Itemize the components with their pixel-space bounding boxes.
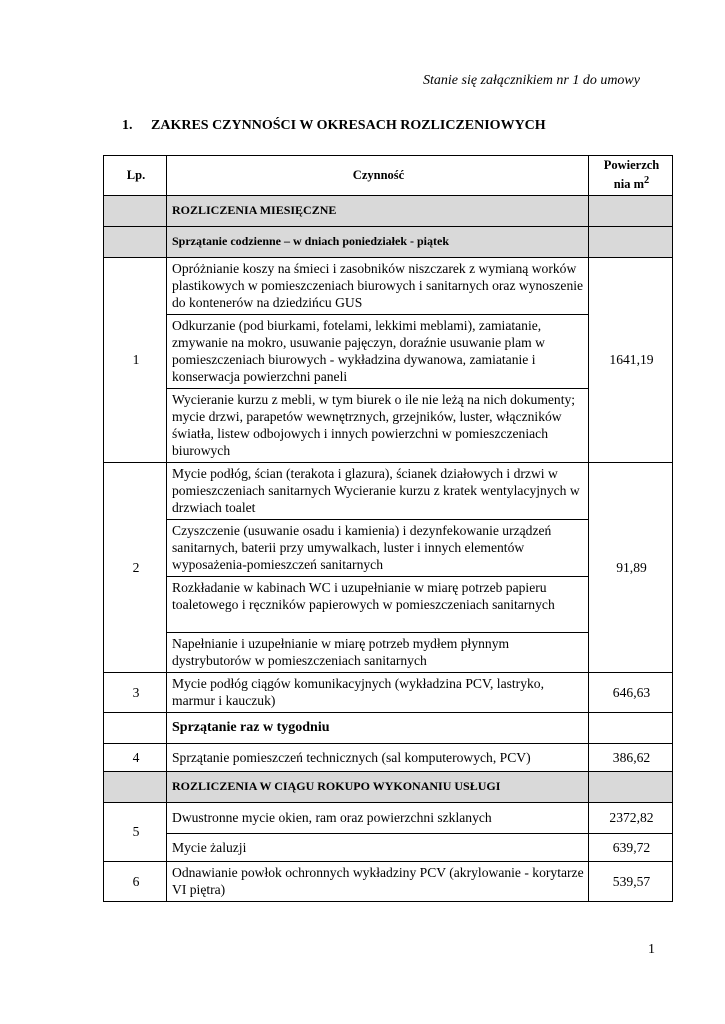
section-title xyxy=(122,118,546,134)
task-cell: Czyszczenie (usuwanie osadu i kamienia) i dezynfekowanie urządzeń sanitarnych, baterii przy umywalkach, luster i innych elementów wyposażenia-pomieszczeń sanitarnych xyxy=(167,520,589,577)
table-row xyxy=(104,744,673,772)
task-cell: Wycieranie kurzu z mebli, w tym biurek o ile nie leżą na nich dokumenty; mycie drzwi, parapetów wewnętrznych, grzejników, luster, włączników światła, listew odbojowych i innych powierzchni w pomieszczeniach biurowych xyxy=(167,389,589,463)
annual-heading: ROZLICZENIA W CIĄGU ROKUPO WYKONANIU USŁUGI xyxy=(167,772,589,803)
task-cell: Dwustronne mycie okien, ram oraz powierzchni szklanych xyxy=(167,803,589,834)
section-title-text: ZAKRES CZYNNOŚCI W OKRESACH ROZLICZENIOWYCH xyxy=(151,118,546,133)
task-cell: Opróżnianie koszy na śmieci i zasobników niszczarek z wymianą worków plastikowych w pomieszczeniach biurowych i sanitarnych oraz wynoszenie do kontenerów na dziedzińcu GUS xyxy=(167,258,589,315)
section-number: 1. xyxy=(122,118,133,133)
area-cell: 646,63 xyxy=(589,673,673,713)
monthly-heading: ROZLICZENIA MIESIĘCZNE xyxy=(167,196,589,227)
table-row xyxy=(104,862,673,902)
row-lp: 5 xyxy=(104,803,167,862)
task-cell: Sprzątanie pomieszczeń technicznych (sal komputerowych, PCV) xyxy=(167,744,589,772)
task-cell: Rozkładanie w kabinach WC i uzupełnianie w miarę potrzeb papieru toaletowego i ręczników papierowych w pomieszczeniach sanitarnych xyxy=(167,577,589,633)
table-row xyxy=(104,633,673,673)
col-area-header xyxy=(589,156,673,196)
task-cell: Napełnianie i uzupełnianie w miarę potrzeb mydłem płynnym dystrybutorów w pomieszczeniach sanitarnych xyxy=(167,633,589,673)
table-header-row xyxy=(104,156,673,196)
table-row xyxy=(104,803,673,834)
area-cell: 1641,19 xyxy=(589,258,673,463)
task-cell: Mycie podłóg ciągów komunikacyjnych (wykładzina PCV, lastryko, marmur i kauczuk) xyxy=(167,673,589,713)
row-lp: 6 xyxy=(104,862,167,902)
annual-heading-row xyxy=(104,772,673,803)
page-number: 1 xyxy=(648,942,655,957)
task-cell: Mycie żaluzji xyxy=(167,834,589,862)
weekly-heading-row xyxy=(104,713,673,744)
table-row xyxy=(104,520,673,577)
monthly-heading-row xyxy=(104,196,673,227)
table-row xyxy=(104,258,673,315)
attachment-note: Stanie się załącznikiem nr 1 do umowy xyxy=(423,73,640,88)
table-row xyxy=(104,315,673,389)
col-activity-header: Czynność xyxy=(167,156,589,196)
daily-heading-row xyxy=(104,227,673,258)
row-lp: 1 xyxy=(104,258,167,463)
area-cell: 539,57 xyxy=(589,862,673,902)
task-cell: Mycie podłóg, ścian (terakota i glazura), ścianek działowych i drzwi w pomieszczeniach sanitarnych Wycieranie kurzu z kratek wentylacyjnych w drzwiach toalet xyxy=(167,463,589,520)
area-cell: 91,89 xyxy=(589,463,673,673)
table-row xyxy=(104,577,673,633)
task-cell: Odnawianie powłok ochronnych wykładziny PCV (akrylowanie - korytarze VI piętra) xyxy=(167,862,589,902)
row-lp: 3 xyxy=(104,673,167,713)
table-row xyxy=(104,389,673,463)
col-lp-header: Lp. xyxy=(104,156,167,196)
row-lp: 4 xyxy=(104,744,167,772)
area-cell: 386,62 xyxy=(589,744,673,772)
table-row xyxy=(104,463,673,520)
col-area-unit-exponent: 2 xyxy=(644,175,650,186)
col-area-label: Powierzch nia m xyxy=(603,158,660,192)
scope-table xyxy=(103,155,673,902)
task-cell: Odkurzanie (pod biurkami, fotelami, lekkimi meblami), zamiatanie, zmywanie na mokro, usuwanie pajęczyn, doraźnie usuwanie plam w pomieszczeniach biurowych - wykładzina dywanowa, zamiatanie i konserwacja powierzchni paneli xyxy=(167,315,589,389)
table-row xyxy=(104,673,673,713)
area-cell: 2372,82 xyxy=(589,803,673,834)
weekly-heading: Sprzątanie raz w tygodniu xyxy=(167,713,589,744)
daily-heading: Sprzątanie codzienne – w dniach poniedziałek - piątek xyxy=(167,227,589,258)
table-row xyxy=(104,834,673,862)
row-lp: 2 xyxy=(104,463,167,673)
area-cell: 639,72 xyxy=(589,834,673,862)
